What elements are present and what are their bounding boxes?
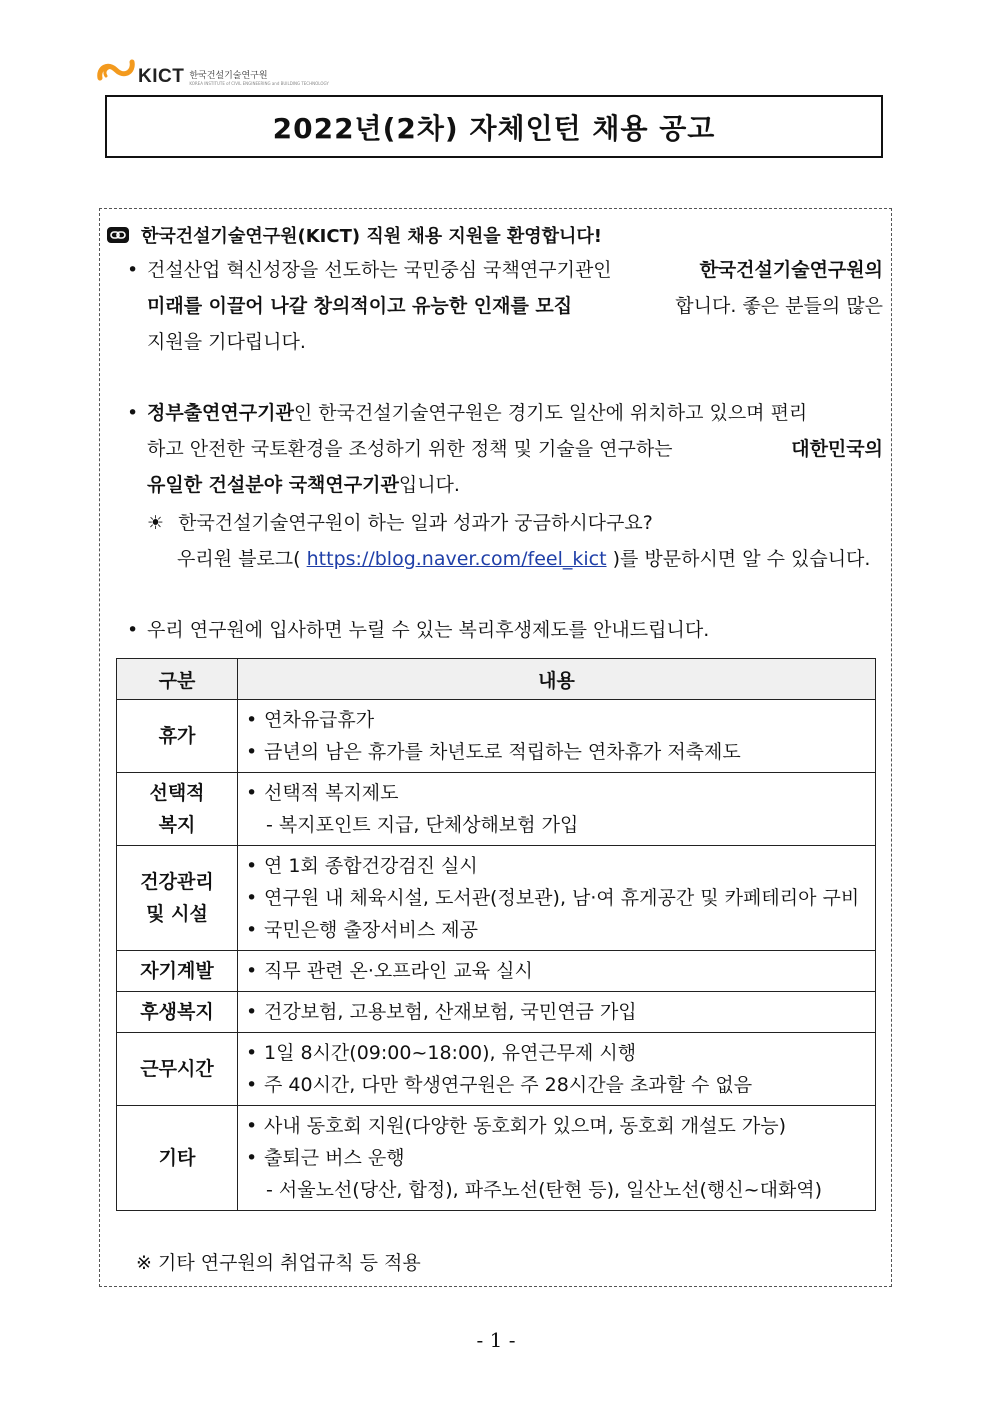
intro-paragraph-1 [147,252,883,360]
item-text: 주 40시간, 다만 학생연구원은 주 28시간을 초과할 수 없음 [264,1074,753,1096]
row-content [238,951,876,992]
bullet-icon: • [246,919,258,941]
header-content: 내용 [238,659,876,700]
row-content [238,773,876,846]
item-text: 1일 8시간(09:00~18:00), 유연근무제 시행 [264,1042,637,1064]
link-icon [107,227,129,243]
intro-paragraph-2 [147,395,883,503]
blog-link[interactable]: https://blog.naver.com/feel_kict [306,548,607,570]
list-item [246,882,867,914]
heading-text: 한국건설기술연구원(KICT) 직원 채용 지원을 환영합니다! [141,226,603,247]
list-item [246,996,867,1028]
table-row [117,951,876,992]
p1-line-3: 지원을 기다립니다. [147,331,306,353]
table-header-row [117,659,876,700]
benefits-table [116,658,876,1211]
row-content [238,700,876,773]
bullet-icon: • [246,1001,258,1023]
p1-line-2: 미래를 이끌어 나갈 창의적이고 유능한 인재를 모집 합니다. 좋은 분들의 많은 [147,295,883,317]
row-content [238,1033,876,1106]
item-text: - 서울노선(당산, 합정), 파주노선(탄현 등), 일산노선(행신~대화역) [266,1179,823,1201]
bullet-icon: • [246,709,258,731]
row-content [238,846,876,951]
p2-line-2: 하고 안전한 국토환경을 조성하기 위한 정책 및 기술을 연구하는 대한민국의 [147,438,883,460]
section-heading [107,222,602,248]
item-text: 연구원 내 체육시설, 도서관(정보관), 남·여 휴게공간 및 카페테리아 구비 [264,887,860,909]
header-category: 구분 [117,659,238,700]
note-line-1: 한국건설기술연구원이 하는 일과 성과가 궁금하시다구요? [178,512,653,534]
blog-note [147,505,653,541]
row-category: 후생복지 [117,992,238,1033]
row-category: 휴가 [117,700,238,773]
blog-note-line-2: 우리원 블로그( https://blog.naver.com/feel_kict )를 방문하시면 알 수 있습니다. [177,548,871,570]
row-content [238,1106,876,1211]
logo-english-name: KOREA INSTITUTE of CIVIL ENGINEERING and BUILDING TECHNOLOGY [189,80,329,86]
list-item [246,736,867,768]
bullet-icon: • [127,402,139,424]
bullet-icon: • [246,741,258,763]
logo-korean-name: 한국건설기술연구원 KOREA INSTITUTE of CIVIL ENGINEERING and BUILDING TECHNOLOGY [189,70,329,86]
row-category: 건강관리 및 시설 [117,846,238,951]
list-item [246,809,867,841]
item-text: 국민은행 출장서비스 제공 [264,919,478,941]
item-text: 출퇴근 버스 운행 [264,1147,405,1169]
bullet-icon: • [246,1074,258,1096]
p2-line-1: 정부출연연구기관인 한국건설기술연구원은 경기도 일산에 위치하고 있으며 편리 [147,402,808,424]
item-text: 연 1회 종합건강검진 실시 [264,855,478,877]
p1-line-1: 건설산업 혁신성장을 선도하는 국민중심 국책연구기관인 한국건설기술연구원의 [147,259,883,281]
item-text: 사내 동호회 지원(다양한 동호회가 있으며, 동호회 개설도 가능) [264,1115,786,1137]
list-item [246,1142,867,1174]
bullet-icon: • [246,782,258,804]
bullet-icon: • [246,1115,258,1137]
row-content [238,992,876,1033]
row-category: 선택적 복지 [117,773,238,846]
list-item [246,777,867,809]
kict-logo-mark-icon [96,56,136,86]
item-text: - 복지포인트 지급, 단체상해보험 가입 [266,814,579,836]
row-category: 기타 [117,1106,238,1211]
list-item [246,1174,867,1206]
footnote: ※ 기타 연구원의 취업규칙 등 적용 [136,1252,421,1274]
row-category: 자기계발 [117,951,238,992]
table-row [117,1106,876,1211]
bullet-icon: • [127,619,139,641]
table-row [117,773,876,846]
table-row [117,846,876,951]
table-row [117,1033,876,1106]
bullet-icon: • [246,1147,258,1169]
item-text: 연차유급휴가 [264,709,375,731]
intro-paragraph-3: 우리 연구원에 입사하면 누릴 수 있는 복리후생제도를 안내드립니다. [147,619,710,641]
table-row [117,700,876,773]
item-text: 직무 관련 온·오프라인 교육 실시 [264,960,533,982]
page-title: 2022년(2차) 자체인턴 채용 공고 [105,95,883,158]
item-text: 금년의 남은 휴가를 차년도로 적립하는 연차휴가 저축제도 [264,741,741,763]
list-item [246,955,867,987]
table-row [117,992,876,1033]
bullet-icon: • [246,855,258,877]
p2-line-3: 유일한 건설분야 국책연구기관입니다. [147,474,460,496]
item-text: 건강보험, 고용보험, 산재보험, 국민연금 가입 [264,1001,637,1023]
bullet-icon: • [246,960,258,982]
list-item [246,1110,867,1142]
bullet-icon: • [246,1042,258,1064]
bullet-icon: • [127,259,139,281]
list-item [246,1037,867,1069]
logo-mark-text: KICT [138,66,185,87]
item-text: 선택적 복지제도 [264,782,399,804]
bullet-icon: • [246,887,258,909]
sun-icon: ☀ [147,512,165,534]
list-item [246,914,867,946]
page-number: - 1 - [476,1328,516,1352]
list-item [246,850,867,882]
list-item [246,1069,867,1101]
kict-logo [96,46,329,86]
list-item [246,704,867,736]
row-category: 근무시간 [117,1033,238,1106]
